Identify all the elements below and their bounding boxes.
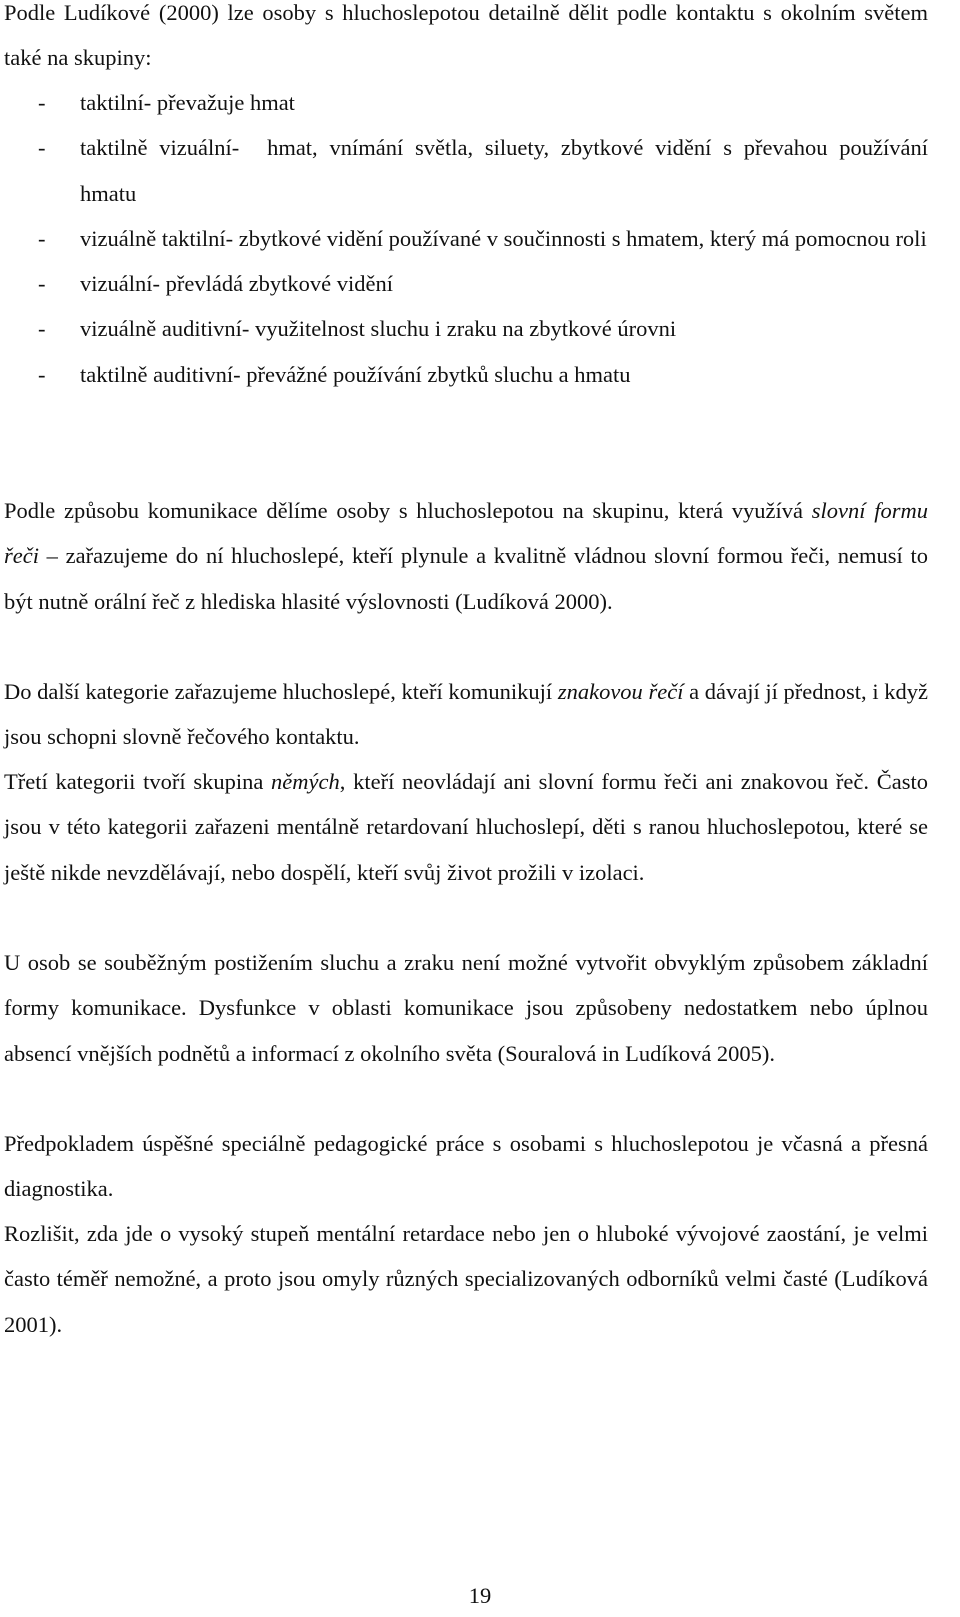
text-run: a dávají jí přednost, i když jsou schopni slovně řečového kontaktu. bbox=[4, 679, 928, 750]
text-run: Třetí kategorii tvoří skupina bbox=[4, 769, 272, 794]
list-dash: - bbox=[38, 271, 46, 297]
paragraph-rozliseni: Rozlišit, zda jde o vysoký stupeň mentální retardace nebo jen o hluboké vývojové zaostání, je velmi často téměř nemožné, a proto jsou omyly různých specializovaných odborníků velmi časté (Ludíková 2001). bbox=[4, 1221, 928, 1337]
text-run: – zařazujeme do ní hluchoslepé, kteří plynule a kvalitně vládnou slovní formou řeči, nemusí to být nutně orální řeč z hlediska hlasité výslovnosti (Ludíková 2000). bbox=[4, 543, 928, 614]
group-term: vizuálně auditivní- bbox=[80, 316, 250, 342]
list-item bbox=[4, 80, 928, 125]
emphasis: znakovou řečí bbox=[557, 679, 684, 704]
intro-paragraph: Podle Ludíkové (2000) lze osoby s hluchoslepotou detailně dělit podle kontaktu s okolním světem také na skupiny: bbox=[4, 0, 928, 71]
list-item bbox=[4, 261, 928, 306]
group-term: vizuálně taktilní- bbox=[80, 225, 234, 251]
group-description: převážné používání zbytků sluchu a hmatu bbox=[246, 361, 631, 387]
group-description: převažuje hmat bbox=[156, 90, 295, 115]
list-dash: - bbox=[38, 316, 46, 342]
group-description: zbytkové vidění používané v součinnosti s hmatem, který má pomocnou roli bbox=[238, 225, 927, 251]
list-item bbox=[4, 216, 928, 261]
group-description: hmat, vnímání světla, siluety, zbytkové vidění s převahou používání hmatu bbox=[80, 135, 928, 206]
group-term: taktilní- bbox=[80, 90, 152, 115]
list-dash: - bbox=[38, 225, 46, 251]
list-item bbox=[4, 306, 928, 351]
text-run: Do další kategorie zařazujeme hluchoslepé, kteří komunikují bbox=[4, 679, 558, 704]
page-number: 19 bbox=[468, 1583, 492, 1608]
list-dash: - bbox=[38, 135, 46, 161]
list-item bbox=[4, 125, 928, 216]
group-term: vizuální- bbox=[80, 271, 160, 297]
group-term: taktilně vizuální- bbox=[80, 135, 240, 161]
group-term: taktilně auditivní- bbox=[80, 361, 241, 387]
group-description: využitelnost sluchu i zraku na zbytkové úrovni bbox=[254, 316, 677, 342]
emphasis: slovní formu řeči bbox=[4, 498, 928, 569]
text-run: Podle způsobu komunikace dělíme osoby s hluchoslepotou na skupinu, která využívá bbox=[4, 498, 812, 523]
paragraph-diagnostika: Předpokladem úspěšné speciálně pedagogické práce s osobami s hluchoslepotou je včasná a přesná diagnostika. bbox=[4, 1131, 928, 1202]
list-item bbox=[4, 352, 928, 397]
list-dash: - bbox=[38, 361, 46, 387]
communication-paragraph-nemi bbox=[4, 759, 928, 895]
paragraph-dysfunkce: U osob se souběžným postižením sluchu a zraku není možné vytvořit obvyklým způsobem základní formy komunikace. Dysfunkce v oblasti komunikace jsou způsobeny nedostatkem nebo úplnou absencí vnějších podnětů a informací z okolního světa (Souralová in Ludíková 2005). bbox=[4, 950, 928, 1066]
communication-paragraph-slovni bbox=[4, 488, 928, 624]
group-description: převládá zbytkové vidění bbox=[165, 271, 394, 297]
contact-groups-list bbox=[4, 80, 928, 397]
text-run: , kteří neovládají ani slovní formu řeči ani znakovou řeč. Často jsou v této kategorii zařazeni mentálně retardovaní hluchoslepí, děti s ranou hluchoslepotou, které se ještě nikde nevzdělávají, nebo dospělí, kteří svůj život prožili v izolaci. bbox=[4, 769, 928, 885]
communication-paragraph-znakova bbox=[4, 669, 928, 760]
emphasis: němých bbox=[271, 769, 340, 794]
list-dash: - bbox=[38, 90, 46, 115]
